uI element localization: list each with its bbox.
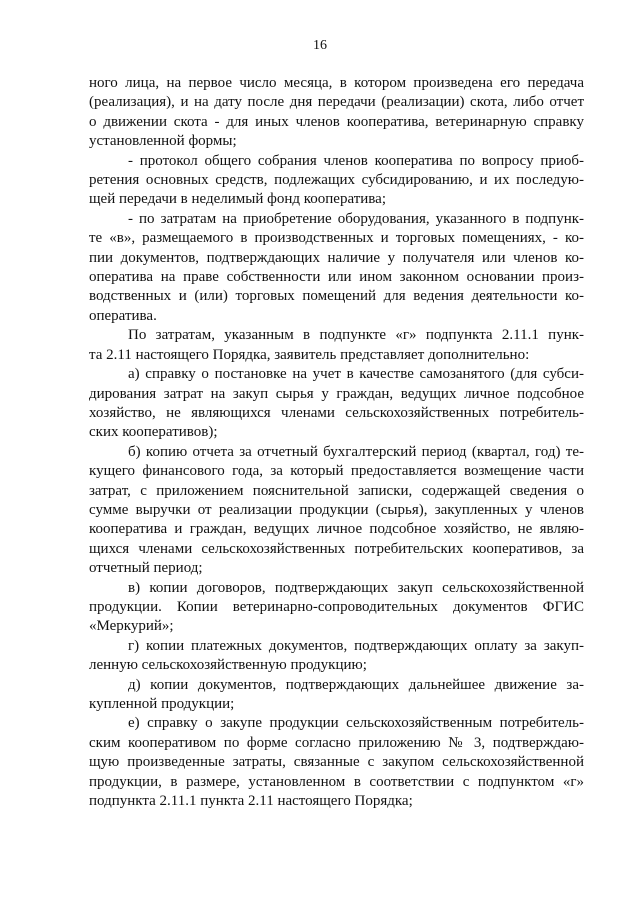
text-line: подпункта 2.11.1 пункта 2.11 настоящего Порядка;: [89, 793, 413, 810]
text-line: о движении скота - для иных членов кооператива, ветеринарную справку: [89, 113, 584, 130]
text-line: г) копии платежных документов, подтверждающих оплату за закуп-: [128, 637, 584, 654]
paragraph: [89, 714, 584, 811]
text-line: водственных и (или) торговых помещений для ведения деятельности ко-: [89, 288, 584, 305]
text-line: щей передачи в неделимый фонд кооператива;: [89, 191, 387, 208]
text-line: ленную сельскохозяйственную продукцию;: [89, 657, 367, 674]
text-line: установленной формы;: [89, 133, 237, 150]
text-line: ретения основных средств, подлежащих субсидированию, и их последую-: [89, 172, 584, 189]
text-line: оператива.: [89, 307, 157, 324]
text-line: (реализация), и на дату после дня передачи (реализации) скота, либо отчет: [89, 94, 584, 111]
text-line: сумме выручки от реализации продукции (сырья), закупленных у членов: [89, 501, 584, 518]
text-line: дирования затрат на закуп сырья у граждан, ведущих личное подсобное: [89, 385, 584, 402]
paragraph: [89, 637, 584, 676]
paragraph: [89, 579, 584, 637]
text-line: купленной продукции;: [89, 696, 235, 712]
text-line: отчетный период;: [89, 560, 203, 577]
text-line: оператива на праве собственности или ином законном основании произ-: [89, 269, 584, 286]
text-line: д) копии документов, подтверждающих дальнейшее движение за-: [128, 676, 584, 693]
text-line: кооператива и граждан, ведущих личное подсобное хозяйство, не являю-: [89, 521, 584, 538]
text-line: затрат, с приложением пояснительной записки, содержащей сведения о: [89, 482, 584, 499]
paragraph: [89, 74, 584, 152]
paragraph: [89, 210, 584, 326]
paragraph: [89, 365, 584, 443]
text-line: щихся членами сельскохозяйственных потребительских кооперативов, за: [89, 540, 584, 557]
text-line: пии документов, подтверждающих наличие у получателя или членов ко-: [89, 249, 584, 266]
paragraph: [89, 443, 584, 579]
paragraph: [89, 326, 584, 365]
text-line: в) копии договоров, подтверждающих закуп сельскохозяйственной: [128, 579, 584, 596]
paragraph: [89, 676, 584, 715]
text-line: щую произведенные затраты, связанные с закупом сельскохозяйственной: [89, 754, 584, 771]
page-number: 16: [313, 38, 327, 53]
paragraph: [89, 152, 584, 210]
text-line: а) справку о постановке на учет в качестве самозанятого (для субси-: [128, 366, 584, 383]
text-line: те «в», размещаемого в производственных и торговых помещениях, - ко-: [89, 230, 584, 247]
text-line: ских кооперативов);: [89, 424, 218, 441]
text-line: По затратам, указанным в подпункте «г» подпункта 2.11.1 пунк-: [128, 327, 584, 344]
text-line: «Меркурий»;: [89, 618, 174, 635]
text-line: ного лица, на первое число месяца, в котором произведена его передача: [89, 75, 584, 91]
text-line: хозяйство, не являющихся членами сельскохозяйственных потребитель-: [89, 404, 584, 421]
document-body: [89, 74, 584, 811]
text-line: - по затратам на приобретение оборудования, указанного в подпунк-: [128, 210, 584, 227]
text-line: та 2.11 настоящего Порядка, заявитель представляет дополнительно:: [89, 346, 530, 363]
text-line: е) справку о закупе продукции сельскохозяйственным потребитель-: [128, 715, 584, 732]
text-line: б) копию отчета за отчетный бухгалтерский период (квартал, год) те-: [128, 443, 584, 460]
text-line: кущего финансового года, за который предоставляется возмещение части: [89, 463, 584, 480]
text-line: ским кооперативом по форме согласно приложению № 3, подтверждаю-: [89, 734, 584, 751]
text-line: продукции, в размере, установленном в соответствии с подпунктом «г»: [89, 773, 584, 790]
text-line: продукции. Копии ветеринарно-сопроводительных документов ФГИС: [89, 598, 584, 615]
text-line: - протокол общего собрания членов кооператива по вопросу приоб-: [128, 152, 584, 169]
